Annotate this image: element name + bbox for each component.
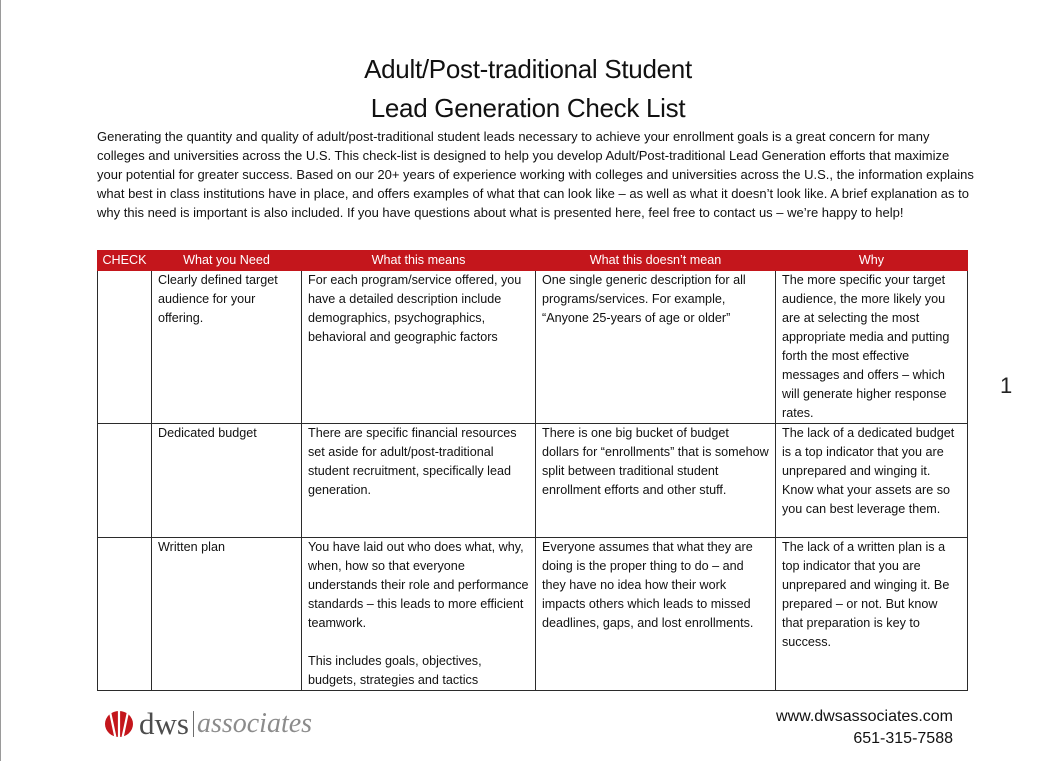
phone-number: 651-315-7588 (853, 730, 953, 747)
header-what-you-need: What you Need (152, 251, 302, 271)
need-cell: Clearly defined target audience for your offering. (152, 271, 302, 424)
check-cell[interactable] (98, 271, 152, 424)
dws-logo-mark-icon (104, 710, 134, 738)
logo-text-associates: associates (196, 708, 313, 739)
header-what-this-doesnt-mean: What this doesn’t mean (536, 251, 776, 271)
check-cell[interactable] (98, 424, 152, 538)
means-paragraph: You have laid out who does what, why, when, how so that everyone understands their role and performance standards – this leads to more efficient teamwork. (308, 540, 529, 630)
why-cell: The lack of a dedicated budget is a top indicator that you are unprepared and winging it. Know what your assets are so you can best leverage them. (776, 424, 968, 538)
doesnt-mean-cell: There is one big bucket of budget dollars for “enrollments” that is somehow split between traditional student enrollment efforts and other stuff. (536, 424, 776, 538)
means-paragraph: This includes goals, objectives, budgets, strategies and tactics (308, 654, 482, 687)
dws-associates-logo (104, 707, 312, 741)
table-header-row (98, 251, 968, 271)
why-cell: The lack of a written plan is a top indicator that you are unprepared and winging it. Be prepared – or not. But know that preparation is key to success. (776, 538, 968, 691)
need-cell: Dedicated budget (152, 424, 302, 538)
contact-block (776, 706, 953, 750)
check-cell[interactable] (98, 538, 152, 691)
document-title-line-2: Lead Generation Check List (370, 93, 686, 123)
logo-divider (193, 711, 194, 737)
logo-text-dws: dws (139, 706, 189, 741)
page-number: 1 (1000, 373, 1013, 398)
doesnt-mean-cell: Everyone assumes that what they are doing is the proper thing to do – and they have no idea how their work impacts others which leads to missed deadlines, gaps, and lost enrollments. (536, 538, 776, 691)
header-why: Why (776, 251, 968, 271)
means-cell: There are specific financial resources set aside for adult/post-traditional student recruitment, specifically lead generation. (302, 424, 536, 538)
lead-generation-checklist-table (97, 250, 968, 691)
means-cell (302, 538, 536, 691)
table-row (98, 424, 968, 538)
table-row (98, 271, 968, 424)
need-cell: Written plan (152, 538, 302, 691)
means-cell: For each program/service offered, you have a detailed description include demographics, psychographics, behavioral and geographic factors (302, 271, 536, 424)
intro-paragraph: Generating the quantity and quality of adult/post-traditional student leads necessary to achieve your enrollment goals is a great concern for many colleges and universities across the U.S. This check-list is designed to help you develop Adult/Post-traditional Lead Generation efforts that maximize your potential for greater success. Based on our 20+ years of experience working with colleges and universities across the U.S., the information explains what best in class institutions have in place, and offers examples of what that can look like – as well as what it doesn’t look like. A brief explanation as to why this need is important is also included. If you have questions about what is presented here, feel free to contact us – we’re happy to help! (97, 129, 974, 220)
header-check: CHECK (98, 251, 152, 271)
document-title-line-1: Adult/Post-traditional Student (364, 54, 692, 84)
header-what-this-means: What this means (302, 251, 536, 271)
doesnt-mean-cell: One single generic description for all programs/services. For example, “Anyone 25-years of age or older” (536, 271, 776, 424)
website-link[interactable]: www.dwsassociates.com (776, 708, 953, 725)
table-row (98, 538, 968, 691)
why-cell: The more specific your target audience, the more likely you are at selecting the most appropriate media and putting forth the most effective messages and offers – which will generate higher response rates. (776, 271, 968, 424)
